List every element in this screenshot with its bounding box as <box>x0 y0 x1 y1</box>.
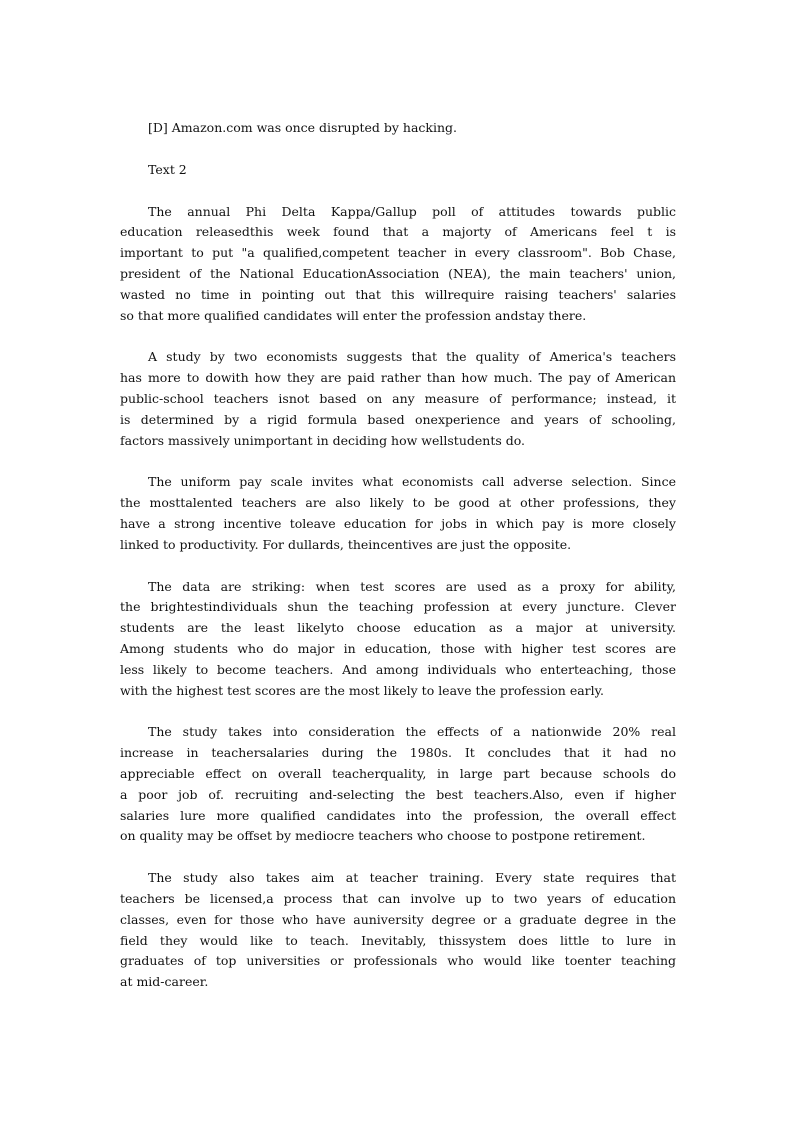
paragraph-line: important to put "a qualified,competent teacher in every classroom". Bob Chase, <box>120 245 676 261</box>
paragraph-line: is determined by a rigid formula based onexperience and years of schooling, <box>120 411 676 427</box>
paragraph-line: Among students who do major in education, those with higher test scores are <box>120 640 676 656</box>
paragraph-line: education releasedthis week found that a majorty of Americans feel t is <box>120 224 676 240</box>
paragraph-6 <box>120 868 676 993</box>
paragraph-line: a poor job of. recruiting and-selecting the best teachers.Also, even if higher <box>120 786 676 802</box>
paragraph-line: so that more qualified candidates will enter the profession andstay there. <box>120 307 587 323</box>
paragraph-line: with the highest test scores are the most likely to leave the profession early. <box>120 682 605 698</box>
paragraph-line: classes, even for those who have auniversity degree or a graduate degree in the <box>120 911 676 927</box>
paragraph-line: president of the National EducationAssociation (NEA), the main teachers' union, <box>120 265 676 281</box>
paragraph-5 <box>120 722 676 847</box>
paragraph-line: appreciable effect on overall teacherquality, in large part because schools do <box>120 765 676 781</box>
paragraph-line: field they would like to teach. Inevitably, thissystem does little to lure in <box>120 932 676 948</box>
paragraph-4 <box>120 577 676 702</box>
paragraph-line: have a strong incentive toleave education for jobs in which pay is more closely <box>120 515 676 531</box>
paragraph-line: The uniform pay scale invites what economists call adverse selection. Since <box>148 474 676 490</box>
paragraph-line: linked to productivity. For dullards, theincentives are just the opposite. <box>120 536 572 552</box>
section-title-text: Text 2 <box>148 161 187 177</box>
paragraph-line: salaries lure more qualified candidates into the profession, the overall effect <box>120 807 676 823</box>
paragraph-line: The study takes into consideration the effects of a nationwide 20% real <box>148 724 676 740</box>
paragraph-line: graduates of top universities or professionals who would like toenter teaching <box>120 953 676 969</box>
paragraph-line: increase in teachersalaries during the 1980s. It concludes that it had no <box>120 745 676 761</box>
document-page <box>120 118 676 1014</box>
paragraph-line: students are the least likelyto choose education as a major at university. <box>120 620 676 636</box>
paragraph-line: The study also takes aim at teacher training. Every state requires that <box>148 870 676 886</box>
paragraph-line: wasted no time in pointing out that this willrequire raising teachers' salaries <box>120 286 676 302</box>
paragraph-line: teachers be licensed,a process that can involve up to two years of education <box>120 890 676 906</box>
paragraph-line: at mid-career. <box>120 974 209 990</box>
paragraph-line: less likely to become teachers. And among individuals who enterteaching, those <box>120 661 676 677</box>
paragraph-1 <box>120 202 676 327</box>
paragraph-line: on quality may be offset by mediocre teachers who choose to postpone retirement. <box>120 828 646 844</box>
paragraph-line: public-school teachers isnot based on any measure of performance; instead, it <box>120 390 676 406</box>
paragraph-3 <box>120 472 676 555</box>
paragraph-line: the brightestindividuals shun the teaching profession at every juncture. Clever <box>120 599 676 615</box>
paragraph-line: has more to dowith how they are paid rather than how much. The pay of American <box>120 370 676 386</box>
paragraph-line: A study by two economists suggests that the quality of America's teachers <box>148 349 676 365</box>
paragraph-line: the mosttalented teachers are also likely to be good at other professions, they <box>120 495 676 511</box>
section-title <box>120 160 676 181</box>
paragraph-line: The annual Phi Delta Kappa/Gallup poll of attitudes towards public <box>148 203 676 219</box>
paragraph-2 <box>120 347 676 451</box>
option-d-text: [D] Amazon.com was once disrupted by hacking. <box>148 120 458 135</box>
paragraph-line: factors massively unimportant in deciding how wellstudents do. <box>120 432 526 448</box>
option-d <box>120 118 676 139</box>
paragraph-line: The data are striking: when test scores are used as a proxy for ability, <box>148 578 676 594</box>
